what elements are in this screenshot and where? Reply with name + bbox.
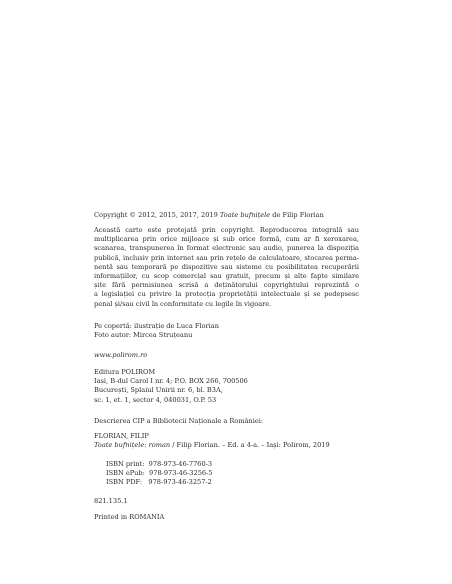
copyright-prefix: Copyright © 2012, 2015, 2017, 2019 <box>94 211 220 219</box>
isbn-pdf: ISBN PDF: 978-973-46-3257-2 <box>106 478 212 487</box>
classification <box>94 497 359 506</box>
copyright-line <box>94 211 359 220</box>
cip-title: Toate bufnițele: roman <box>94 441 171 450</box>
publisher-address-iasi: Iași, B-dul Carol I nr. 4; P.O. BOX 266, 700506 <box>94 377 248 386</box>
book-title: Toate bufnițele <box>219 211 271 219</box>
license-line: publică, inclusiv prin internet sau prin rețele de calculatoare, stocarea perma- <box>94 253 359 262</box>
publisher-website <box>94 351 359 360</box>
cip-title-line <box>94 441 359 450</box>
license-line: a legislației cu privire la protecția proprietății intelectuale și se pedepsesc <box>94 290 359 299</box>
isbn-list <box>94 460 359 488</box>
cover-credit: Pe copertă: ilustrație de Luca Florian <box>94 322 219 330</box>
publisher-info <box>94 368 359 405</box>
isbn-print: ISBN print: 978-973-46-7760-3 <box>106 460 213 468</box>
cip-heading <box>94 417 359 426</box>
author-photo-credit: Foto autor: Mircea Struțeanu <box>94 331 193 340</box>
copyright-suffix: de Filip Florian <box>270 211 324 219</box>
license-line: multiplicarea prin orice mijloace și sub orice formă, cum ar fi xeroxarea, <box>94 235 359 244</box>
cip-heading-text: Descrierea CIP a Bibliotecii Naționale a României: <box>94 417 264 425</box>
credits <box>94 322 359 340</box>
license-line: șite fără permisiunea scrisă a deținătorului copyrightului reprezintă o <box>94 281 359 290</box>
website-link: www.polirom.ro <box>94 351 148 359</box>
cip-record <box>94 432 359 450</box>
license-line: scanarea, transpunerea în format electronic sau audio, punerea la dispoziția <box>94 244 359 253</box>
license-paragraph <box>94 226 359 309</box>
publisher-name: Editura POLIROM <box>94 368 156 376</box>
license-line: nentă sau temporară pe dispozitive sau sisteme cu posibilitatea recuperării <box>94 262 359 271</box>
classification-code: 821.135.1 <box>94 497 128 505</box>
publisher-address-bucuresti: sc. 1, et. 1, sector 4, 040031, O.P. 53 <box>94 395 217 404</box>
copyright-notice <box>94 211 359 220</box>
cip-author: FLORIAN, FILIP <box>94 432 149 440</box>
license-line: informațiilor, cu scop comercial sau gratuit, precum și alte fapte similare <box>94 271 359 280</box>
printed-in <box>94 513 359 522</box>
cip-title-rest: / Filip Florian. – Ed. a 4-a. – Iași: Polirom, 2019 <box>170 441 330 450</box>
printed-in-text: Printed in ROMANIA <box>94 513 165 521</box>
publisher-address-bucuresti: București, Splaiul Unirii nr. 6, bl. B3A, <box>94 386 223 395</box>
license-line: Această carte este protejată prin copyright. Reproducerea integrală sau <box>94 226 359 234</box>
isbn-epub: ISBN ePub: 978-973-46-3256-5 <box>106 469 213 478</box>
license-line: penal și/sau civil în conformitate cu legile în vigoare. <box>94 299 272 308</box>
